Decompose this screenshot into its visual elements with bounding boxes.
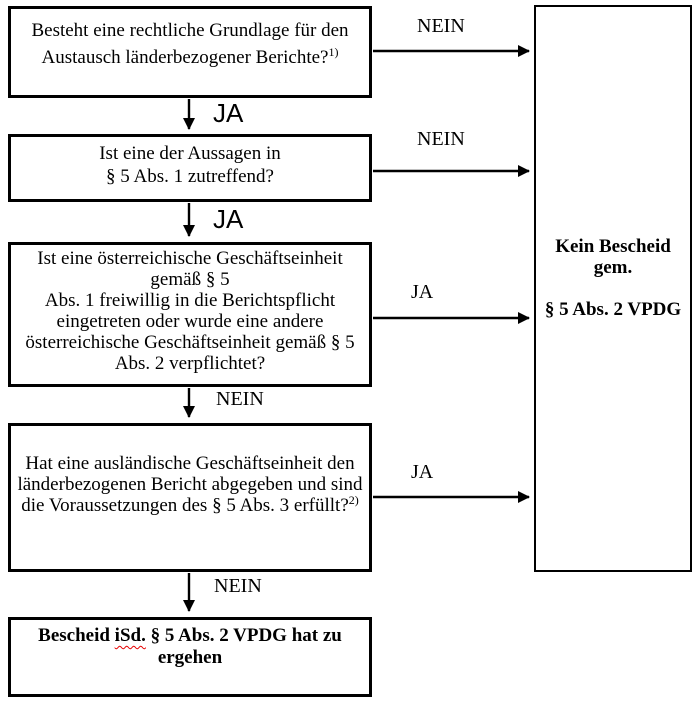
- question-box-aussagen: [8, 134, 372, 202]
- text-line: gemäß § 5: [150, 269, 230, 290]
- text-line: länderbezogenen Bericht abgegeben und sind: [17, 474, 363, 495]
- edge-label-nein-q4-down: NEIN: [214, 575, 262, 597]
- text-line: ergehen: [157, 647, 223, 668]
- result-box-kein-bescheid: [534, 5, 692, 572]
- question-box-freiwillig: [8, 242, 372, 387]
- footnote-marker-2: 2): [348, 493, 359, 507]
- edge-label-ja-q4: JA: [411, 461, 434, 483]
- text-line: Austausch länderbezogener Berichte?$^{1)}$: [41, 45, 339, 68]
- text-line: § 5 Abs. 1 zutreffend?: [106, 166, 274, 187]
- text-line: die Voraussetzungen des § 5 Abs. 3 erfüllt?$^{2)}$: [21, 493, 359, 516]
- result-box-bescheid: [8, 617, 372, 697]
- text-line: Abs. 1 freiwillig in die Berichtspflicht: [44, 290, 336, 311]
- text-line: § 5 Abs. 2 VPDG: [544, 298, 682, 320]
- edge-label-ja-q1-down: JA: [213, 98, 244, 128]
- edge-label-nein-q1: NEIN: [417, 15, 465, 37]
- text-line: Bescheid iSd. § 5 Abs. 2 VPDG hat zu: [38, 625, 342, 646]
- text-line: Ist eine österreichische Geschäftseinheit: [37, 248, 343, 269]
- edge-label-nein-q3-down: NEIN: [216, 388, 264, 410]
- edge-label-nein-q2: NEIN: [417, 128, 465, 150]
- edge-label-ja-q3: JA: [411, 281, 434, 303]
- spellcheck-flagged-word: iSd.: [114, 625, 146, 646]
- text-line: Kein Bescheid: [555, 235, 671, 257]
- footnote-marker-1: 1): [328, 45, 339, 59]
- question-box-auslaendische: [8, 423, 372, 572]
- text-line: österreichische Geschäftseinheit gemäß § 5: [25, 332, 355, 353]
- text-line: Ist eine der Aussagen in: [99, 143, 281, 164]
- text-line: eingetreten oder wurde eine andere: [56, 311, 324, 332]
- text-line: Hat eine ausländische Geschäftseinheit den: [25, 453, 355, 474]
- text-line-blank: [536, 278, 690, 299]
- text-line: Besteht eine rechtliche Grundlage für den: [31, 20, 349, 41]
- question-box-legal-basis: [8, 6, 372, 98]
- edge-label-ja-q2-down: JA: [213, 204, 244, 234]
- text-line: gem.: [593, 256, 633, 278]
- text-line: Abs. 2 verpflichtet?: [114, 353, 266, 374]
